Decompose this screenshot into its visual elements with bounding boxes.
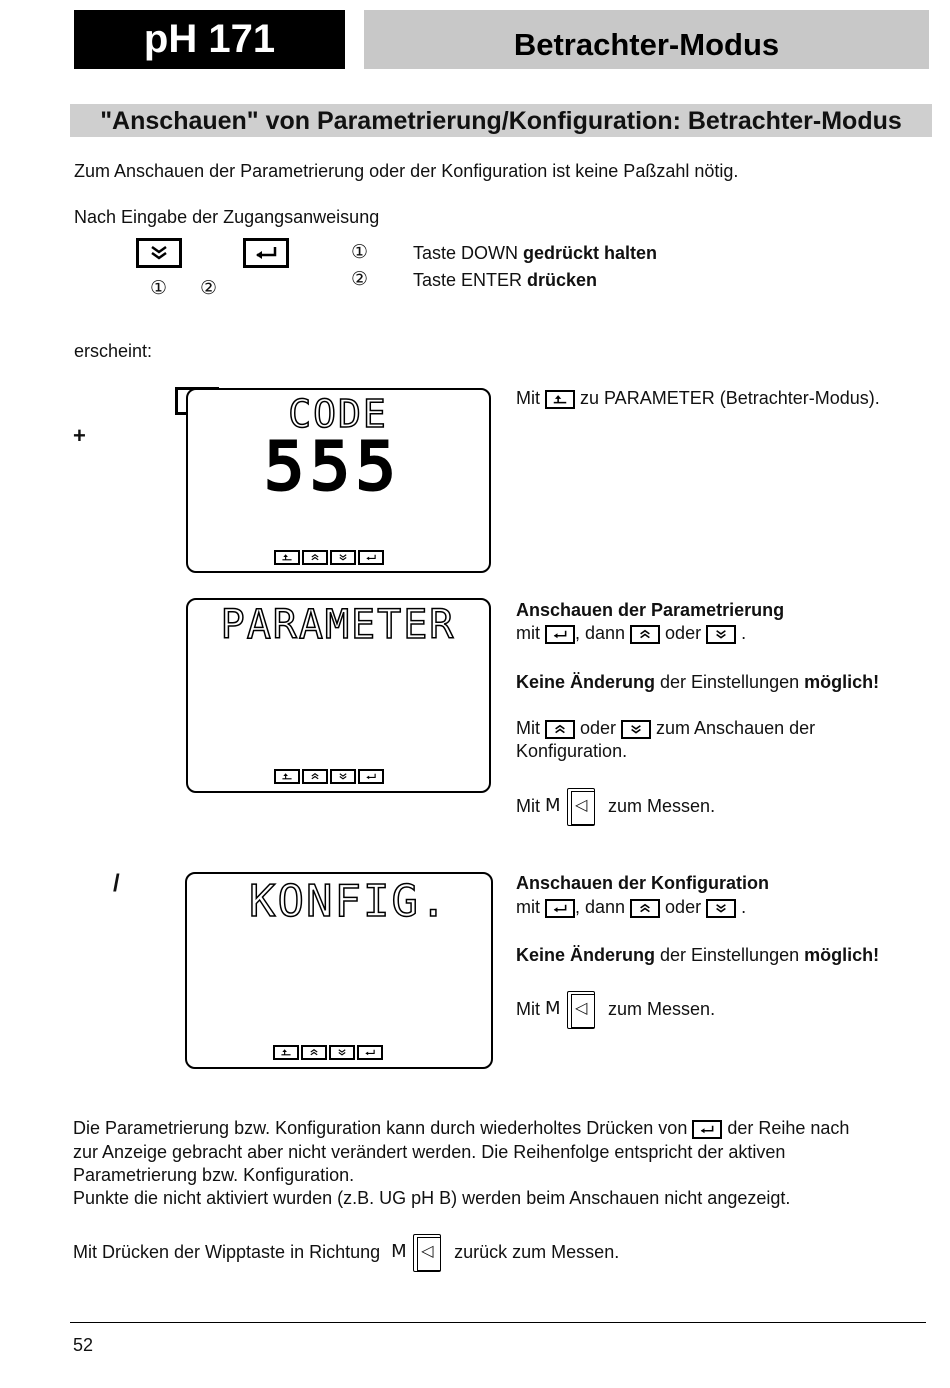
param-conf-oder: oder: [575, 718, 622, 738]
code-note-pre: Mit: [516, 388, 545, 408]
slash-separator: /: [113, 870, 120, 897]
param-config-line2: Konfiguration.: [516, 741, 628, 761]
access-lead: Nach Eingabe der Zugangsanweisung: [74, 207, 380, 227]
m-rocker-key-icon: [545, 788, 603, 826]
bottom-para-b: der Reihe nach: [722, 1118, 850, 1138]
bottom-para-a: Die Parametrierung bzw. Konfiguration kann durch wiederholtes Drücken von: [73, 1118, 693, 1138]
param-warn-bold-2: möglich!: [804, 672, 880, 692]
bottom-return-post: zurück zum Messen.: [454, 1241, 620, 1262]
konfig-measure-line: [516, 991, 715, 1029]
enter-key-icon: [545, 625, 575, 644]
param-conf-pre: Mit: [516, 718, 545, 738]
up-key-icon: [545, 720, 575, 739]
param-measure-post: zum Messen.: [608, 795, 716, 816]
mode-title: Betrachter-Modus: [364, 10, 929, 69]
product-title: pH 171: [74, 10, 345, 69]
param-dann: , dann: [575, 623, 631, 643]
m-label: M: [391, 1241, 407, 1262]
bottom-return-line: [73, 1234, 619, 1272]
konfig-measure-post: zum Messen.: [608, 998, 716, 1019]
lcd-line-value: 555: [264, 428, 402, 505]
enter-key-icon: [243, 238, 289, 268]
bottom-para-line1: [73, 1117, 849, 1140]
section-title: "Anschauen" von Parametrierung/Konfiguration: Betrachter-Modus: [70, 104, 932, 137]
lcd-line-parameter: PARAMETER: [220, 602, 456, 648]
param-nav-line: [516, 622, 746, 645]
konfig-warning: [516, 944, 879, 967]
step-number-2: ②: [200, 277, 218, 299]
lcd-line-code: CODE: [288, 392, 388, 436]
lcd-key-row: [274, 769, 384, 784]
param-warn-mid: der Einstellungen: [655, 672, 805, 692]
step-number-1: ①: [351, 241, 369, 263]
m-label: M: [545, 795, 561, 816]
param-mit: mit: [516, 623, 545, 643]
konfig-mit: mit: [516, 897, 545, 917]
down-key-icon: [136, 238, 182, 268]
m-rocker-key-icon: [391, 1234, 449, 1272]
step-number-2: ②: [351, 268, 369, 290]
enter-key-icon: [545, 899, 575, 918]
m-label: M: [545, 998, 561, 1019]
down-key-icon: [330, 550, 356, 565]
bottom-para-hidden-points: Punkte die nicht aktiviert wurden (z.B. UG pH B) werden beim Anschauen nicht angezeigt.: [73, 1188, 791, 1208]
back-key-icon: [545, 390, 575, 409]
step-number-1: ①: [150, 277, 168, 299]
step-2-text: [413, 269, 597, 292]
m-arrow: ◁: [575, 998, 588, 1017]
param-measure-pre: Mit: [516, 795, 540, 816]
step-2-action: drücken: [527, 270, 598, 290]
param-warning: [516, 671, 879, 694]
code-note: [516, 387, 880, 410]
lcd-display-konfig: [185, 872, 493, 1069]
up-key-icon: [630, 899, 660, 918]
enter-key-icon: [357, 1045, 383, 1060]
down-key-icon: [329, 1045, 355, 1060]
bottom-para-line3: Parametrierung bzw. Konfiguration.: [73, 1165, 355, 1185]
footer-divider: [70, 1322, 926, 1323]
bottom-return-pre: Mit Drücken der Wipptaste in Richtung: [73, 1241, 381, 1262]
param-heading: Anschauen der Parametrierung: [516, 600, 785, 620]
back-key-icon: [274, 769, 300, 784]
param-oder: oder: [660, 623, 707, 643]
m-arrow: ◁: [575, 795, 588, 814]
lcd-key-row: [273, 1045, 383, 1060]
enter-key-icon: [358, 550, 384, 565]
code-note-post: zu PARAMETER (Betrachter-Modus).: [575, 388, 880, 408]
param-warn-bold-1: Keine Änderung: [516, 672, 656, 692]
up-key-icon: [301, 1045, 327, 1060]
konfig-heading: Anschauen der Konfiguration: [516, 873, 770, 893]
intro-text: Zum Anschauen der Parametrierung oder der Konfiguration ist keine Paßzahl nötig.: [74, 161, 739, 181]
up-key-icon: [630, 625, 660, 644]
lcd-key-row: [274, 550, 384, 565]
appears-label: erscheint:: [74, 341, 153, 361]
konfig-nav-line: [516, 896, 746, 919]
m-rocker-key-icon: [545, 991, 603, 1029]
down-key-icon: [330, 769, 356, 784]
konfig-dann: , dann: [575, 897, 631, 917]
down-key-icon: [706, 899, 736, 918]
param-measure-line: [516, 788, 715, 826]
plus-sign: +: [73, 423, 86, 448]
konfig-warn-bold-1: Keine Änderung: [516, 945, 656, 965]
back-key-icon: [273, 1045, 299, 1060]
up-key-icon: [302, 769, 328, 784]
step-1-label: Taste DOWN: [413, 243, 524, 263]
konfig-end: .: [736, 897, 747, 917]
lcd-display-parameter: [186, 598, 491, 793]
enter-key-icon: [358, 769, 384, 784]
down-key-icon: [621, 720, 651, 739]
konfig-oder: oder: [660, 897, 707, 917]
down-key-icon: [706, 625, 736, 644]
bottom-para-line2: zur Anzeige gebracht aber nicht verändert werden. Die Reihenfolge entspricht der aktiven: [73, 1142, 786, 1162]
lcd-line-konfig: KONFIG.: [249, 876, 449, 927]
lcd-display-code: [186, 388, 491, 573]
step-1-action: gedrückt halten: [523, 243, 658, 263]
param-conf-post: zum Anschauen der: [651, 718, 816, 738]
konfig-warn-mid: der Einstellungen: [655, 945, 805, 965]
konfig-measure-pre: Mit: [516, 998, 540, 1019]
param-end: .: [736, 623, 747, 643]
step-2-label: Taste ENTER: [413, 270, 528, 290]
konfig-warn-bold-2: möglich!: [804, 945, 880, 965]
param-config-line: [516, 717, 815, 740]
page-number: 52: [73, 1335, 94, 1355]
step-1-text: [413, 242, 657, 265]
back-key-icon: [274, 550, 300, 565]
up-key-icon: [302, 550, 328, 565]
enter-key-icon: [692, 1120, 722, 1139]
m-arrow: ◁: [421, 1241, 434, 1260]
